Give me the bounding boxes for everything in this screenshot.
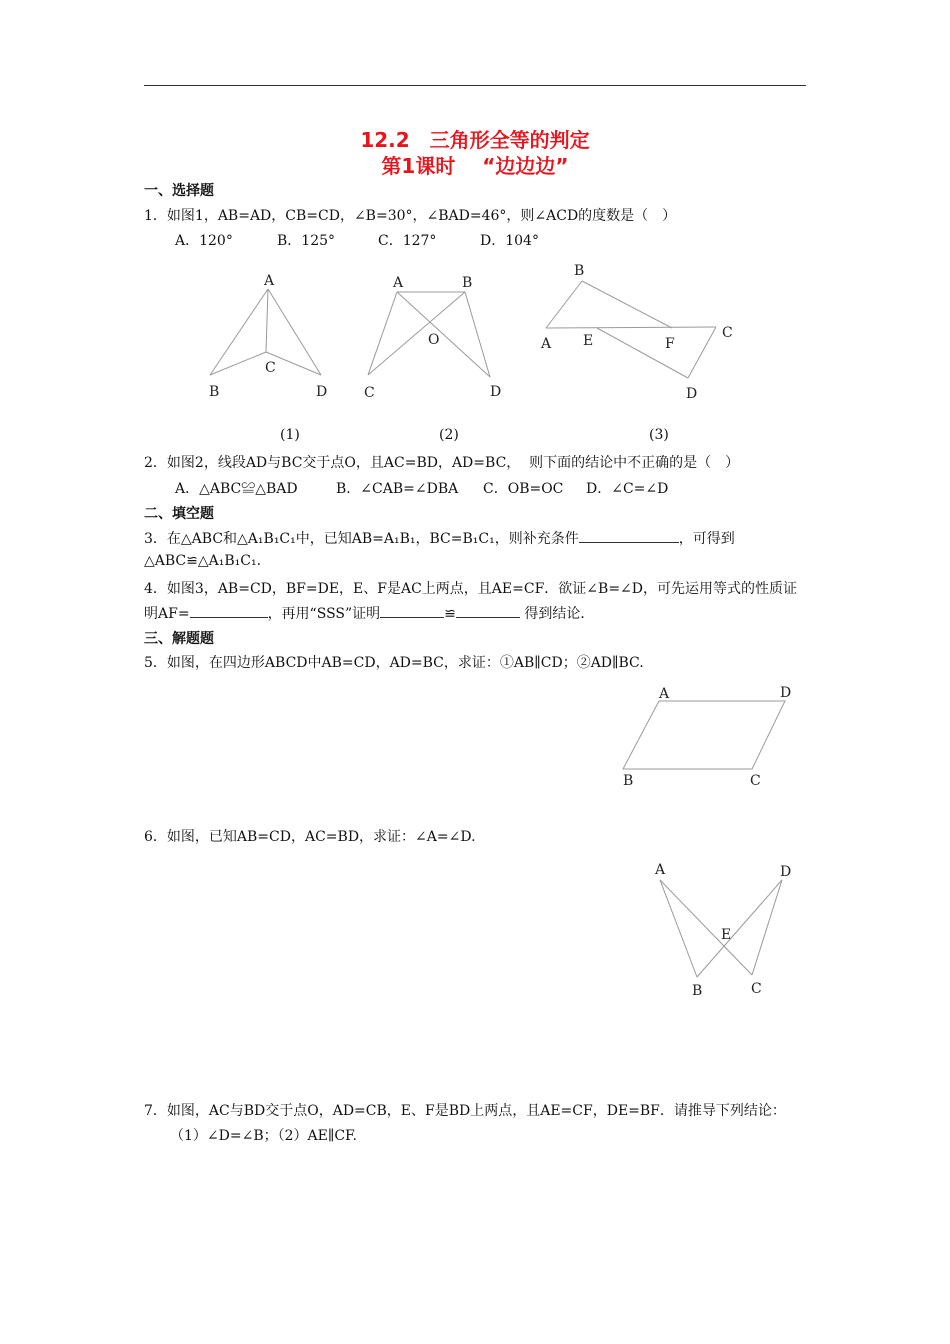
- q4-blank-1[interactable]: [190, 603, 268, 618]
- fig1-label-c: C: [265, 360, 276, 376]
- q4-part-c: ≌: [444, 606, 456, 622]
- fig6-ab: [660, 880, 697, 977]
- q1-option-b: B．125°: [277, 233, 336, 249]
- fig5-label-b: B: [623, 773, 634, 789]
- fig2-label-c: C: [364, 385, 375, 401]
- section-choice: 一、选择题: [144, 183, 214, 199]
- page-title: 12.2 三角形全等的判定: [360, 128, 590, 152]
- question-3: [144, 528, 735, 548]
- q2-option-a: A．△ABC≌△BAD: [175, 481, 298, 497]
- fig3-label-f: F: [665, 336, 675, 352]
- fig3-label-d: D: [686, 386, 698, 402]
- q4-part-b: ，再用“SSS”证明: [267, 606, 381, 622]
- q7-line2: （1）∠D=∠B；（2）AE∥CF.: [170, 1128, 358, 1144]
- q3-part2: ，可得到: [678, 531, 735, 547]
- caption-2: (2): [439, 427, 459, 443]
- fig1-bc: [210, 352, 266, 375]
- fig6-label-b: B: [692, 983, 703, 999]
- fig3-label-b: B: [574, 263, 585, 279]
- q2-option-b: B．∠CAB=∠DBA: [336, 481, 459, 497]
- fig6-label-c: C: [751, 981, 762, 997]
- q3-blank[interactable]: [579, 528, 679, 543]
- q4-blank-3[interactable]: [456, 603, 520, 618]
- caption-3: (3): [649, 427, 669, 443]
- question-2: 2．如图2，线段AD与BC交于点O，且AC=BD，AD=BC， 则下面的结论中不正确的是（ ）: [144, 455, 740, 471]
- fig3-bf: [582, 281, 672, 328]
- q1-option-a: A．120°: [175, 233, 233, 249]
- question-5: 5．如图，在四边形ABCD中AB=CD，AD=BC，求证：①AB∥CD；②AD∥BC.: [144, 655, 644, 671]
- fig1-ac: [266, 289, 268, 352]
- fig2-ad: [397, 292, 490, 377]
- fig1-label-d: D: [316, 384, 328, 400]
- fig2-label-b: B: [462, 275, 473, 291]
- fig6-dc: [752, 880, 782, 975]
- fig3-ab: [546, 281, 582, 328]
- q4-part-d: 得到结论．: [519, 606, 595, 622]
- question-6: 6．如图，已知AB=CD，AC=BD，求证：∠A=∠D.: [144, 829, 476, 845]
- q1-option-c: C．127°: [378, 233, 437, 249]
- fig5-label-a: A: [659, 686, 670, 702]
- q2-option-d: D．∠C=∠D: [586, 481, 669, 497]
- fig2-label-o: O: [428, 332, 440, 348]
- fig6-label-d: D: [780, 864, 792, 880]
- fig6-label-e: E: [721, 927, 732, 943]
- q4-line2: [144, 603, 594, 623]
- fig1-ab: [210, 289, 268, 375]
- fig3-ac: [546, 327, 716, 328]
- q1-option-d: D．104°: [480, 233, 539, 249]
- question-4: 4．如图3，AB=CD，BF=DE，E、F是AC上两点，且AE=CF．欲证∠B=∠D，可先运用等式的性质证: [144, 581, 798, 597]
- question-1: 1．如图1，AB=AD，CB=CD，∠B=30°，∠BAD=46°，则∠ACD的度数是（ ）: [144, 208, 677, 224]
- fig5-label-d: D: [780, 685, 792, 701]
- section-solve: 三、解题题: [144, 631, 214, 647]
- fig6-label-a: A: [655, 862, 666, 878]
- fig3-cd: [688, 327, 716, 378]
- fig2-bd: [465, 292, 490, 377]
- page-subtitle: 第1课时 “边边边”: [381, 154, 569, 178]
- fig1-ad: [268, 289, 321, 375]
- caption-1: (1): [280, 427, 300, 443]
- q4-blank-2[interactable]: [380, 603, 444, 618]
- fig2-label-a: A: [393, 275, 404, 291]
- question-7: 7．如图，AC与BD交于点O，AD=CB，E、F是BD上两点，且AE=CF，DE=BF．请推导下列结论：: [144, 1103, 786, 1119]
- fig1-label-a: A: [264, 273, 275, 289]
- fig3-label-c: C: [722, 325, 733, 341]
- section-fill: 二、填空题: [144, 506, 214, 522]
- q4-part-a: 明AF=: [144, 606, 190, 622]
- fig3-label-e: E: [583, 333, 594, 349]
- fig5-quadrilateral: [623, 701, 785, 769]
- q3-part1: 3．在△ABC和△A₁B₁C₁中，已知AB=A₁B₁，BC=B₁C₁，则补充条件: [144, 531, 579, 547]
- fig3-label-a: A: [541, 336, 552, 352]
- q3-line2: △ABC≌△A₁B₁C₁.: [144, 553, 262, 569]
- fig5-label-c: C: [750, 773, 761, 789]
- q2-option-c: C．OB=OC: [483, 481, 564, 497]
- fig2-label-d: D: [490, 384, 502, 400]
- fig1-label-b: B: [209, 384, 220, 400]
- fig6-ac: [660, 880, 752, 975]
